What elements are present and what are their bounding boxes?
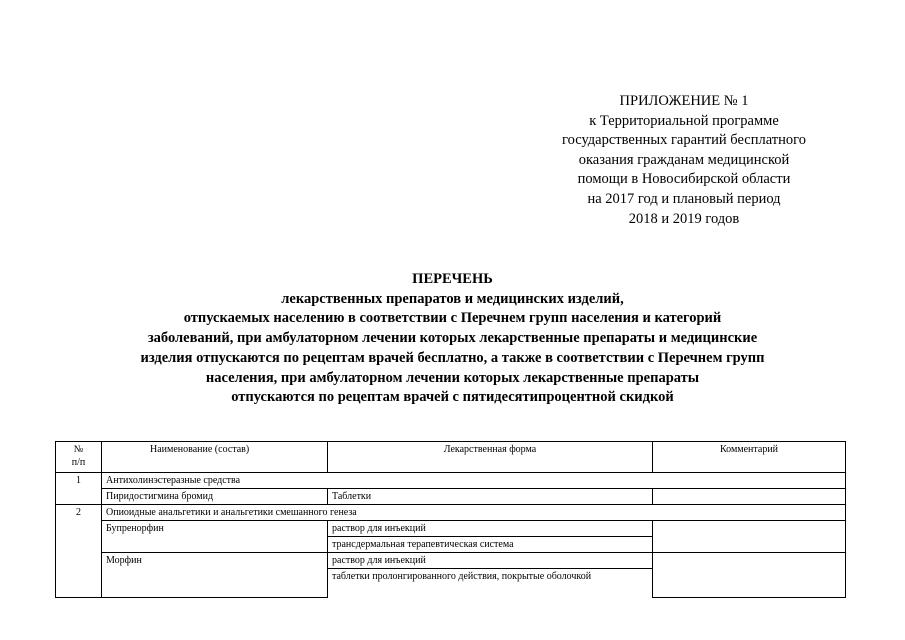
group-title: Опиоидные анальгетики и анальгетики смешанного генеза <box>102 505 846 521</box>
drug-comment <box>653 489 846 505</box>
drug-comment <box>653 521 846 553</box>
header-number-abbr: п/п <box>71 457 86 468</box>
annex-line: ПРИЛОЖЕНИЕ № 1 <box>619 93 749 109</box>
document-title: ПЕРЕЧЕНЬ <box>412 271 493 287</box>
header-form: Лекарственная форма <box>328 442 653 473</box>
drug-name: Пиридостигмина бромид <box>102 489 328 505</box>
heading-line: отпускаются по рецептам врачей с пятидесятипроцентной скидкой <box>231 389 674 406</box>
drug-comment <box>653 553 846 598</box>
drug-list-table <box>55 441 846 598</box>
annex-line: на 2017 год и плановый период <box>587 190 781 207</box>
table-row <box>56 521 846 537</box>
annex-line: 2018 и 2019 годов <box>628 210 740 227</box>
heading-line: изделия отпускаются по рецептам врачей бесплатно, а также в соответствии с Перечнем групп <box>140 349 765 366</box>
drug-form: таблетки пролонгированного действия, покрытые оболочкой <box>328 569 653 598</box>
drug-name: Бупренорфин <box>102 521 328 553</box>
header-comment: Комментарий <box>653 442 846 473</box>
annex-block <box>510 92 858 229</box>
table-row <box>56 553 846 569</box>
group-row <box>56 473 846 489</box>
document-heading <box>30 270 875 408</box>
heading-line: лекарственных препаратов и медицинских изделий, <box>281 290 624 307</box>
drug-form: раствор для инъекций <box>328 521 653 537</box>
heading-line: отпускаемых населению в соответствии с Перечнем групп населения и категорий <box>183 310 722 327</box>
group-title: Антихолинэстеразные средства <box>102 473 846 489</box>
annex-line: государственных гарантий бесплатного <box>562 132 806 149</box>
annex-line: помощи в Новосибирской области <box>577 171 791 188</box>
header-number-symbol: № <box>73 444 84 455</box>
table-header-row <box>56 442 846 473</box>
header-number <box>56 442 102 473</box>
group-number: 1 <box>56 473 102 505</box>
drug-name: Морфин <box>102 553 328 598</box>
group-row <box>56 505 846 521</box>
group-number: 2 <box>56 505 102 598</box>
annex-line: к Территориальной программе <box>589 112 779 129</box>
annex-line: оказания гражданам медицинской <box>578 151 790 168</box>
table-row <box>56 489 846 505</box>
header-name: Наименование (состав) <box>102 442 328 473</box>
heading-line: заболеваний, при амбулаторном лечении которых лекарственные препараты и медицинские <box>147 330 758 347</box>
drug-form: Таблетки <box>328 489 653 505</box>
drug-form: трансдермальная терапевтическая система <box>328 537 653 553</box>
heading-line: населения, при амбулаторном лечении которых лекарственные препараты <box>205 369 700 386</box>
drug-form: раствор для инъекций <box>328 553 653 569</box>
